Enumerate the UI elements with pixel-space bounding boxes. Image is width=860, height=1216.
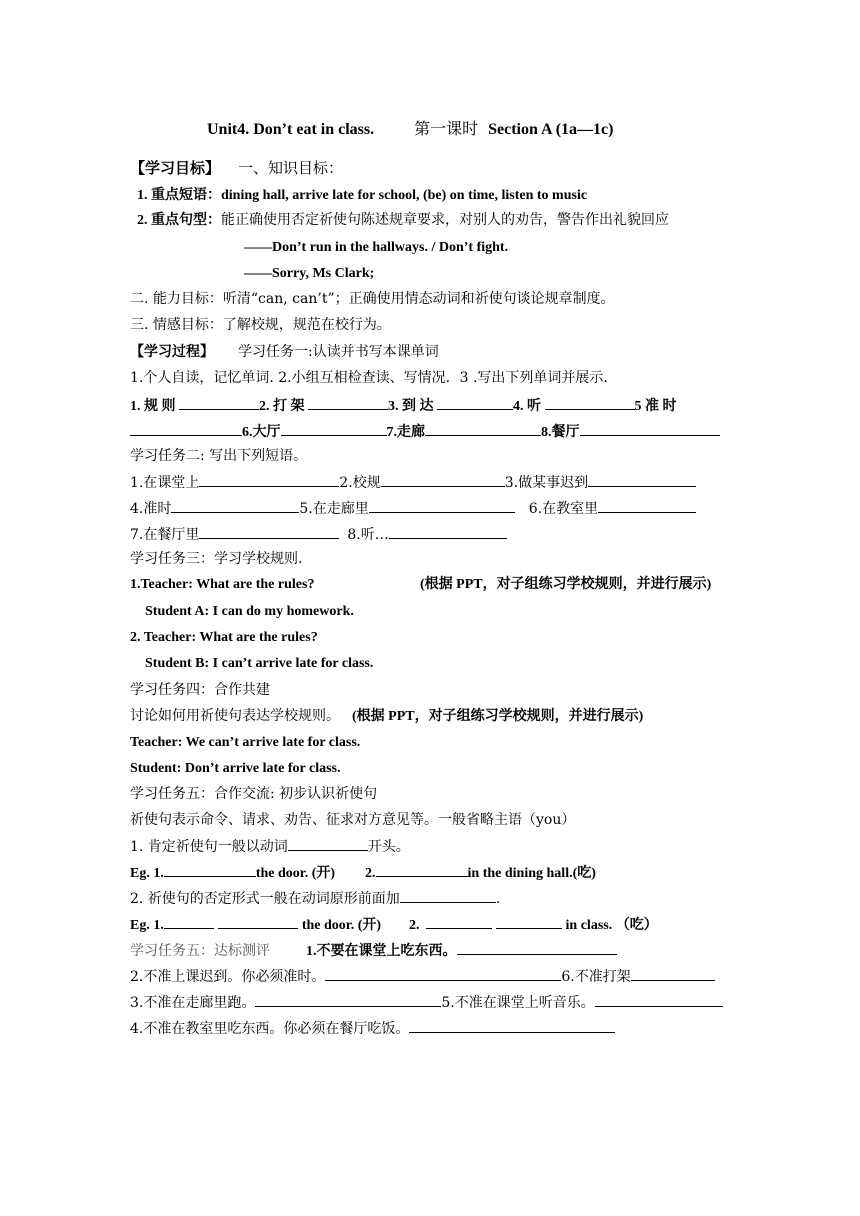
phrase-in-dininghall: 7.在餐厅里: [130, 527, 200, 543]
task4-student: Student: Don’t arrive late for class.: [130, 761, 341, 776]
test-q2: 2.不准上课迟到。你必须准时。: [130, 969, 326, 985]
test-q4: 4.不准在教室里吃东西。你必须在餐厅吃饭。: [130, 1021, 410, 1037]
page-title: [207, 121, 613, 139]
word-arrive-label: 3. 到 达: [388, 399, 434, 414]
word-rules-label: 1. 规 则: [130, 399, 176, 414]
knowledge-goal: 一、知识目标：: [238, 159, 344, 177]
words-row-1: [130, 395, 677, 416]
eg1-prefix: Eg. 1.: [130, 866, 164, 881]
blank-listen-to[interactable]: [389, 524, 507, 539]
title-lesson: 第一课时: [414, 121, 479, 138]
blank-rules[interactable]: [179, 395, 259, 410]
eg2-open-text: the door. (开): [301, 918, 382, 933]
phrases-row-2: [130, 498, 696, 518]
eg1-eat-text: in the dining hall.(吃): [467, 866, 596, 881]
task4-text: 讨论如何用祈使句表达学校规则。: [130, 708, 340, 724]
test-line-2: [130, 966, 715, 986]
blank-test6[interactable]: [631, 966, 715, 981]
word-hall-label: 6.大厅: [242, 425, 281, 440]
objectives-header: 【学习目标】: [130, 161, 221, 177]
example-sentence-1: ——Don’t run in the hallways. / Don’t fight.: [244, 240, 509, 255]
blank-in-classroom[interactable]: [598, 498, 696, 513]
task5-definition: 祈使句表示命令、请求、劝告、征求对方意见等。一般省略主语（you）: [130, 812, 576, 828]
ability-goal: 二. 能力目标：听清“can, can’t”；正确使用情态动词和祈使句谈论规章制度。: [130, 291, 615, 307]
blank-fight[interactable]: [308, 395, 388, 410]
eg2-eat-text: in class. （吃）: [565, 918, 658, 933]
blank-rule2[interactable]: [400, 888, 496, 903]
blank-test3[interactable]: [255, 992, 441, 1007]
task5-eg1: [130, 862, 596, 883]
test-line-3: [130, 992, 723, 1012]
blank-arrive[interactable]: [437, 395, 513, 410]
phrases-row-1: [130, 472, 696, 492]
task4-line: [130, 707, 643, 726]
blank-rule1[interactable]: [288, 836, 368, 851]
title-section: Section A (1a—1c): [488, 121, 614, 138]
blank-dininghall[interactable]: [580, 421, 720, 436]
task2-title: 学习任务二: 写出下列短语。: [130, 448, 308, 464]
key-sentences-text: 能正确使用否定祈使句陈述规章要求，对别人的劝告，警告作出礼貌回应: [221, 212, 669, 228]
task3-a1: Student A: I can do my homework.: [145, 604, 354, 619]
word-fight-label: 2. 打 架: [259, 399, 305, 414]
phrase-in-hallways: 5.在走廊里: [299, 501, 369, 517]
objectives-line: [130, 159, 343, 178]
task1-steps: 1.个人自读，记忆单词. 2.小组互相检查读、写情况．3 .写出下列单词并展示.: [130, 370, 608, 386]
task5-title: 学习任务五：合作交流: 初步认识祈使句: [130, 786, 378, 802]
rule2-end: .: [495, 891, 501, 907]
phrase-on-time: 4.准时: [130, 501, 172, 517]
blank-in-class[interactable]: [199, 472, 339, 487]
rule2-text: 2. 祈使句的否定形式一般在动词原形前面加: [130, 891, 400, 907]
test-line-1: [130, 940, 617, 961]
task3-title: 学习任务三：学习学校规则.: [130, 551, 303, 567]
task4-note: (根据 PPT，对子组练习学校规则，并进行展示): [352, 709, 644, 724]
emotion-goal: 三. 情感目标：了解校规，规范在校行为。: [130, 317, 391, 333]
test-line-4: [130, 1018, 615, 1038]
blank-ontime[interactable]: [130, 421, 242, 436]
phrase-late-for: 3.做某事迟到: [504, 475, 589, 491]
blank-eg1-eat[interactable]: [376, 862, 468, 877]
blank-hallway[interactable]: [425, 421, 541, 436]
blank-school-rules[interactable]: [381, 472, 505, 487]
key-phrases-line: [137, 186, 587, 205]
key-sentences-label: 2. 重点句型：: [137, 213, 221, 228]
blank-listen[interactable]: [545, 395, 635, 410]
phrase-in-classroom: 6.在教室里: [528, 501, 599, 517]
key-sentences-line: [137, 211, 669, 230]
task3-note: (根据 PPT，对子组练习学校规则，并进行展示): [420, 577, 712, 592]
blank-eg2-eat-b[interactable]: [496, 914, 562, 929]
blank-test2[interactable]: [325, 966, 561, 981]
word-dininghall-label: 8.餐厅: [541, 425, 580, 440]
eg2-second: 2.: [409, 918, 420, 933]
example-sentence-2: ——Sorry, Ms Clark;: [244, 266, 375, 281]
eg2-prefix: Eg. 1.: [130, 918, 164, 933]
blank-test1[interactable]: [457, 940, 617, 955]
phrase-in-class: 1.在课堂上: [130, 475, 200, 491]
process-line: [130, 343, 439, 362]
phrases-row-3: [130, 524, 507, 544]
blank-on-time[interactable]: [171, 498, 299, 513]
blank-eg2-open-b[interactable]: [218, 914, 298, 929]
task1-title: 学习任务一:认读并书写本课单词: [238, 344, 439, 360]
eg1-open-text: the door. (开): [255, 866, 336, 881]
blank-hall[interactable]: [281, 421, 387, 436]
blank-test4[interactable]: [409, 1018, 615, 1033]
process-header: 【学习过程】: [130, 345, 214, 360]
blank-test5[interactable]: [595, 992, 723, 1007]
task6-title: 学习任务五：达标测评: [130, 943, 270, 959]
task5-rule-2: [130, 888, 500, 908]
test-q6: 6.不准打架: [561, 969, 631, 985]
blank-late-for[interactable]: [588, 472, 696, 487]
phrase-listen-to: 8.听…: [347, 527, 389, 543]
task4-teacher: Teacher: We can’t arrive late for class.: [130, 735, 361, 750]
blank-in-dininghall[interactable]: [199, 524, 339, 539]
task3-q2: 2. Teacher: What are the rules?: [130, 630, 318, 645]
rule1-text: 1. 肯定祈使句一般以动词: [130, 839, 288, 855]
blank-eg2-open-a[interactable]: [164, 914, 214, 929]
eg1-second: 2.: [365, 866, 376, 881]
task3-q1: 1.Teacher: What are the rules?: [130, 577, 315, 592]
test-q1: 1.不要在课堂上吃东西。: [306, 944, 457, 959]
blank-eg2-eat-a[interactable]: [426, 914, 492, 929]
phrase-school-rules: 2.校规: [339, 475, 381, 491]
task5-eg2: [130, 914, 658, 935]
task4-title: 学习任务四：合作共建: [130, 682, 270, 698]
words-row-2: [130, 421, 720, 442]
title-unit: Unit4. Don’t eat in class.: [207, 121, 375, 138]
task5-rule-1: [130, 836, 410, 856]
rule1-end: 开头。: [367, 839, 410, 855]
test-q5: 5.不准在课堂上听音乐。: [441, 995, 595, 1011]
word-ontime-label: 5 准 时: [634, 399, 677, 414]
blank-eg1-open[interactable]: [164, 862, 256, 877]
key-phrases-label: 1. 重点短语：: [137, 188, 221, 203]
task3-a2: Student B: I can’t arrive late for class.: [145, 656, 374, 671]
word-listen-label: 4. 听: [513, 399, 541, 414]
blank-in-hallways[interactable]: [369, 498, 515, 513]
key-phrases-text: dining hall, arrive late for school, (be) on time, listen to music: [221, 188, 588, 203]
word-hallway-label: 7.走廊: [386, 425, 425, 440]
test-q3: 3.不准在走廊里跑。: [130, 995, 256, 1011]
